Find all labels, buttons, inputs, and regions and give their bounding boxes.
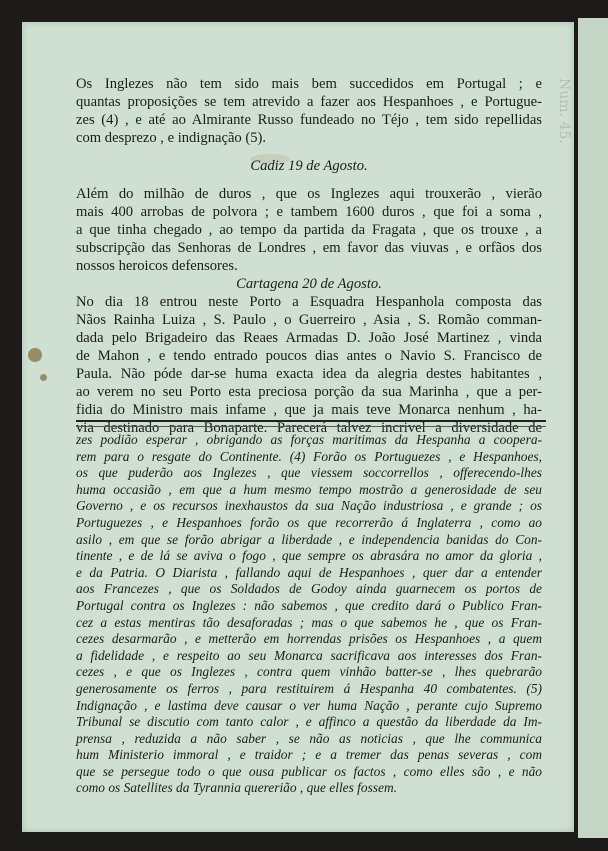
text-line: Os Inglezes não tem sido mais bem succedidos em Portugal ; e [76,76,542,92]
footnote-line: que se persegue todo o que ousa publicar os factos , como elles são , e não [76,763,542,779]
footnote-line: Governo , e os recursos inexhaustos da sua Nação industriosa , e grande ; os [76,498,542,514]
text-line: quantas proposições se tem atrevido a fazer aos Hespanhoes , e Portugue- [76,94,542,110]
text-line: a que tinha chegado , ao tempo da partida da Fragata , que os trouxe , a [76,222,542,238]
footnote-line: a fidelidade , e respeito ao seu Monarca sacrificava aos interesses dos Fran- [76,647,542,663]
footnote-line: e da Patria. O Diarista , fallando aqui de Hespanhoes , quer dar a entender [76,564,542,580]
footnote-line: como os Satellites da Tyrannia quererião , que elles fossem. [76,780,397,796]
footnote-line: prensa , reduzida a não saber , se não as noticias , que lhe communica [76,730,542,746]
dateline-heading: Cadiz 19 de Agosto. [250,158,368,174]
text-line: mais 400 arrobas de polvora ; e tambem 1600 duros , que foi a soma , [76,204,542,220]
text-line: Paula. Não póde dar-se huma exacta idea da alegria destes habitantes , [76,366,542,382]
text-line: dada pelo Brigadeiro das Reaes Armadas D. João José Martinez , vinda [76,330,542,346]
footnotes [76,432,542,797]
text-line: com desprezo , e indignação (5). [76,130,267,146]
footnote-line: Portugal contra os Inglezes : não sabemos , que credito dará o Publico Fran- [76,597,542,613]
footnote-line: tinente , e de lá se aviva o fogo , que sempre os abrasára no amor da gloria , [76,548,542,564]
text-line: Além do milhão de duros , que os Inglezes aqui trouxerão , vierão [76,186,542,202]
footnote-line: aos Francezes , que os Soldados de Godoy ainda guarnecem os portos de [76,581,542,597]
footnote-line: zes podião esperar , obrigando as forças maritimas da Hespanha a coopera- [76,432,542,447]
footnote-line: generosamente os ferros , para restituirem á Hespanha 40 combatentes. (5) [76,680,542,696]
text-line: nossos heroicos defensores. [76,258,238,274]
footnote-divider [76,420,546,427]
footnote-line: hum Ministerio immoral , e traidor ; e a tremer das penas severas , com [76,747,542,763]
footnote-line: huma occasião , em que a hum mesmo tempo mostrão a generosidade de seu [76,481,542,497]
footnote-line: Portuguezes , e Hespanhoes forão os que recorrerão á Inglaterra , como ao [76,514,542,530]
footnote-line: rem para o resgate do Continente. (4) Forão os Portuguezes , e Hespanhoes, [76,448,542,464]
text-line: ao verem no seu Porto esta preciosa porção da sua Marinha , que a per- [76,384,542,400]
text-line: subscripção das Senhoras de Londres , em favor das viuvas , e orfãos dos [76,240,542,256]
text-line: Nãos Rainha Luiza , S. Paulo , o Guerreiro , Asia , S. Romão comman- [76,312,542,328]
footnote-line: asilo , em que se forão abrigar a liberdade , e independencia banidas do Con- [76,531,542,547]
paper-stain [40,374,47,381]
adjacent-page-edge [556,18,608,838]
footnote-line: Tribunal se discutio com tanto calor , e affinco a questão da liberdade da Im- [76,714,542,730]
text-line: fidia do Ministro mais infame , que ja mais teve Monarca nenhum , ha- [76,402,542,418]
text-line: No dia 18 entrou neste Porto a Esquadra Hespanhola composta das [76,294,542,310]
footnote-line: cezes , e que os Inglezes , contra quem vinhão batter-se , lhes quebrarão [76,664,542,680]
text-line: via destinado para Bonaparte. Parecerá talvez incrivel a diversidade de [76,420,542,436]
main-text [76,75,542,437]
adjacent-page-number: Num. 45. [556,78,572,144]
footnote-line: Indignação , e lastima deve causar o ver huma Nação , perante cujo Supremo [76,697,542,713]
dateline-heading: Cartagena 20 de Agosto. [236,276,382,292]
footnote-line: cezes desarmarão , e metterão em horrendas prisões os Hespanhoes , a quem [76,631,542,647]
footnote-line: cez a estas mentiras tão desaforadas ; mas o que sabemos he , que os Fran- [76,614,542,630]
text-line: zes (4) , e até ao Almirante Russo fundeado no Téjo , tem sido repellidas [76,112,542,128]
paper-stain [28,348,42,362]
footnote-line: os que puderão aos Inglezes , que viessem soccorrellos , offerecendo-lhes [76,465,542,481]
text-line: de Mahon , e tendo entrado poucos dias antes o Navio S. Francisco de [76,348,542,364]
